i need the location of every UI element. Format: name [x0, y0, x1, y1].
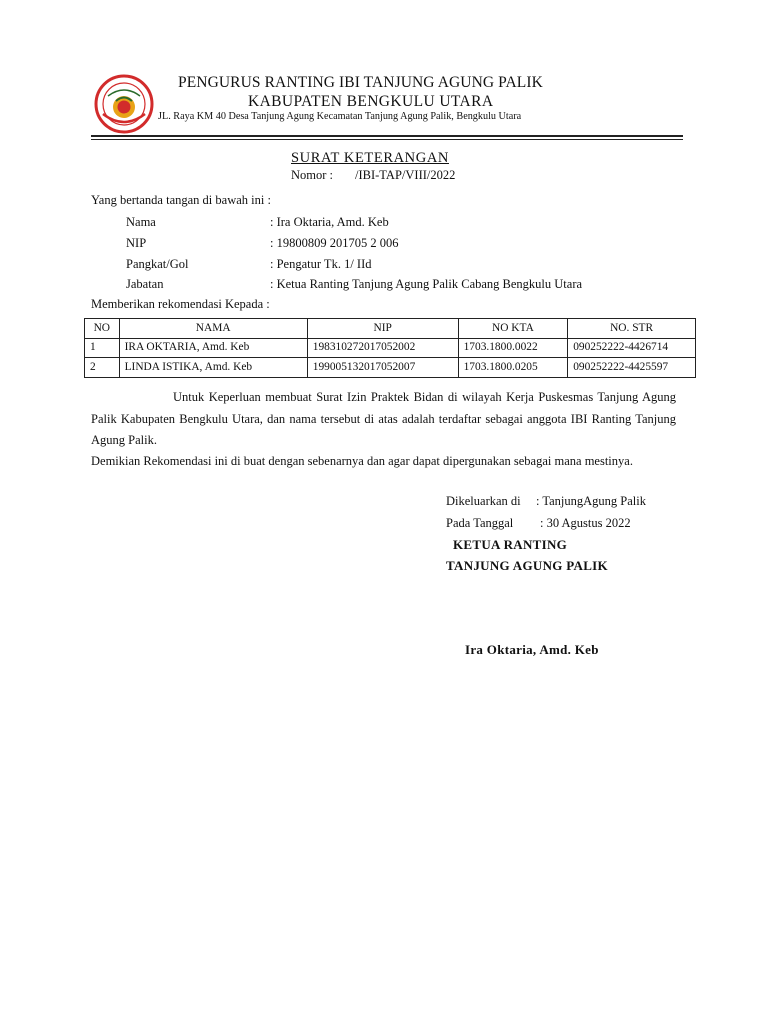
- field-label-nip: NIP: [126, 236, 147, 250]
- purpose-paragraph: Untuk Keperluan membuat Surat Izin Praktek Bidan di wilayah Kerja Puskesmas Tanjung Agung Palik Kabupaten Bengkulu Utara, dan nama tersebut di atas adalah terdaftar sebagai anggota IBI Ranting Tanjung Agung Palik.: [91, 390, 676, 447]
- column-header-nama: NAMA: [119, 319, 307, 339]
- field-value-nip: : 19800809 201705 2 006: [270, 236, 399, 250]
- table-header-row: [85, 319, 696, 339]
- field-value-nama: : Ira Oktaria, Amd. Keb: [270, 215, 389, 229]
- letterhead-divider-thin: [91, 139, 683, 140]
- column-header-no: NO: [85, 319, 120, 339]
- field-value-jabatan: : Ketua Ranting Tanjung Agung Palik Cabang Bengkulu Utara: [270, 277, 583, 291]
- cell-nama: LINDA ISTIKA, Amd. Keb: [119, 358, 307, 378]
- field-label-jabatan: Jabatan: [126, 277, 164, 291]
- signer-name: Ira Oktaria, Amd. Keb: [465, 642, 599, 657]
- issued-date-label: Pada Tanggal: [446, 516, 514, 530]
- issued-date-value: : 30 Agustus 2022: [540, 516, 631, 530]
- letterhead-divider-thick: [91, 135, 683, 137]
- table-row: [85, 338, 696, 358]
- ibi-emblem-icon: [94, 74, 154, 134]
- field-label-pangkat: Pangkat/Gol: [126, 257, 189, 271]
- cell-kta: 1703.1800.0205: [458, 358, 568, 378]
- column-header-kta: NO KTA: [458, 319, 568, 339]
- field-label-nama: Nama: [126, 215, 156, 229]
- field-value-pangkat: : Pengatur Tk. 1/ IId: [270, 257, 372, 271]
- cell-nip: 198310272017052002: [307, 338, 458, 358]
- document-number-value: /IBI-TAP/VIII/2022: [355, 168, 456, 182]
- closing-paragraph: Demikian Rekomendasi ini di buat dengan sebenarnya dan agar dapat dipergunakan sebagai mana mestinya.: [91, 454, 633, 468]
- recommendation-table: [84, 318, 696, 378]
- cell-str: 090252222-4425597: [568, 358, 696, 378]
- document-number-label: Nomor :: [291, 168, 334, 182]
- table-row: [85, 358, 696, 378]
- cell-nama: IRA OKTARIA, Amd. Keb: [119, 338, 307, 358]
- intro-text: Yang bertanda tangan di bawah ini :: [91, 193, 271, 207]
- organization-address: JL. Raya KM 40 Desa Tanjung Agung Kecamatan Tanjung Agung Palik, Bengkulu Utara: [158, 111, 522, 122]
- issued-place-value: : TanjungAgung Palik: [536, 494, 647, 508]
- issued-place-label: Dikeluarkan di: [446, 494, 521, 508]
- organization-name: PENGURUS RANTING IBI TANJUNG AGUNG PALIK: [178, 74, 543, 91]
- recommendation-title: Memberikan rekomendasi Kepada :: [91, 297, 270, 311]
- column-header-str: NO. STR: [568, 319, 696, 339]
- document-title: SURAT KETERANGAN: [291, 150, 449, 166]
- regency-name: KABUPATEN BENGKULU UTARA: [248, 93, 494, 110]
- cell-no: 2: [85, 358, 120, 378]
- cell-no: 1: [85, 338, 120, 358]
- signer-position-line1: KETUA RANTING: [453, 537, 568, 552]
- cell-nip: 199005132017052007: [307, 358, 458, 378]
- signer-position-line2: TANJUNG AGUNG PALIK: [446, 558, 608, 573]
- column-header-nip: NIP: [307, 319, 458, 339]
- cell-kta: 1703.1800.0022: [458, 338, 568, 358]
- cell-str: 090252222-4426714: [568, 338, 696, 358]
